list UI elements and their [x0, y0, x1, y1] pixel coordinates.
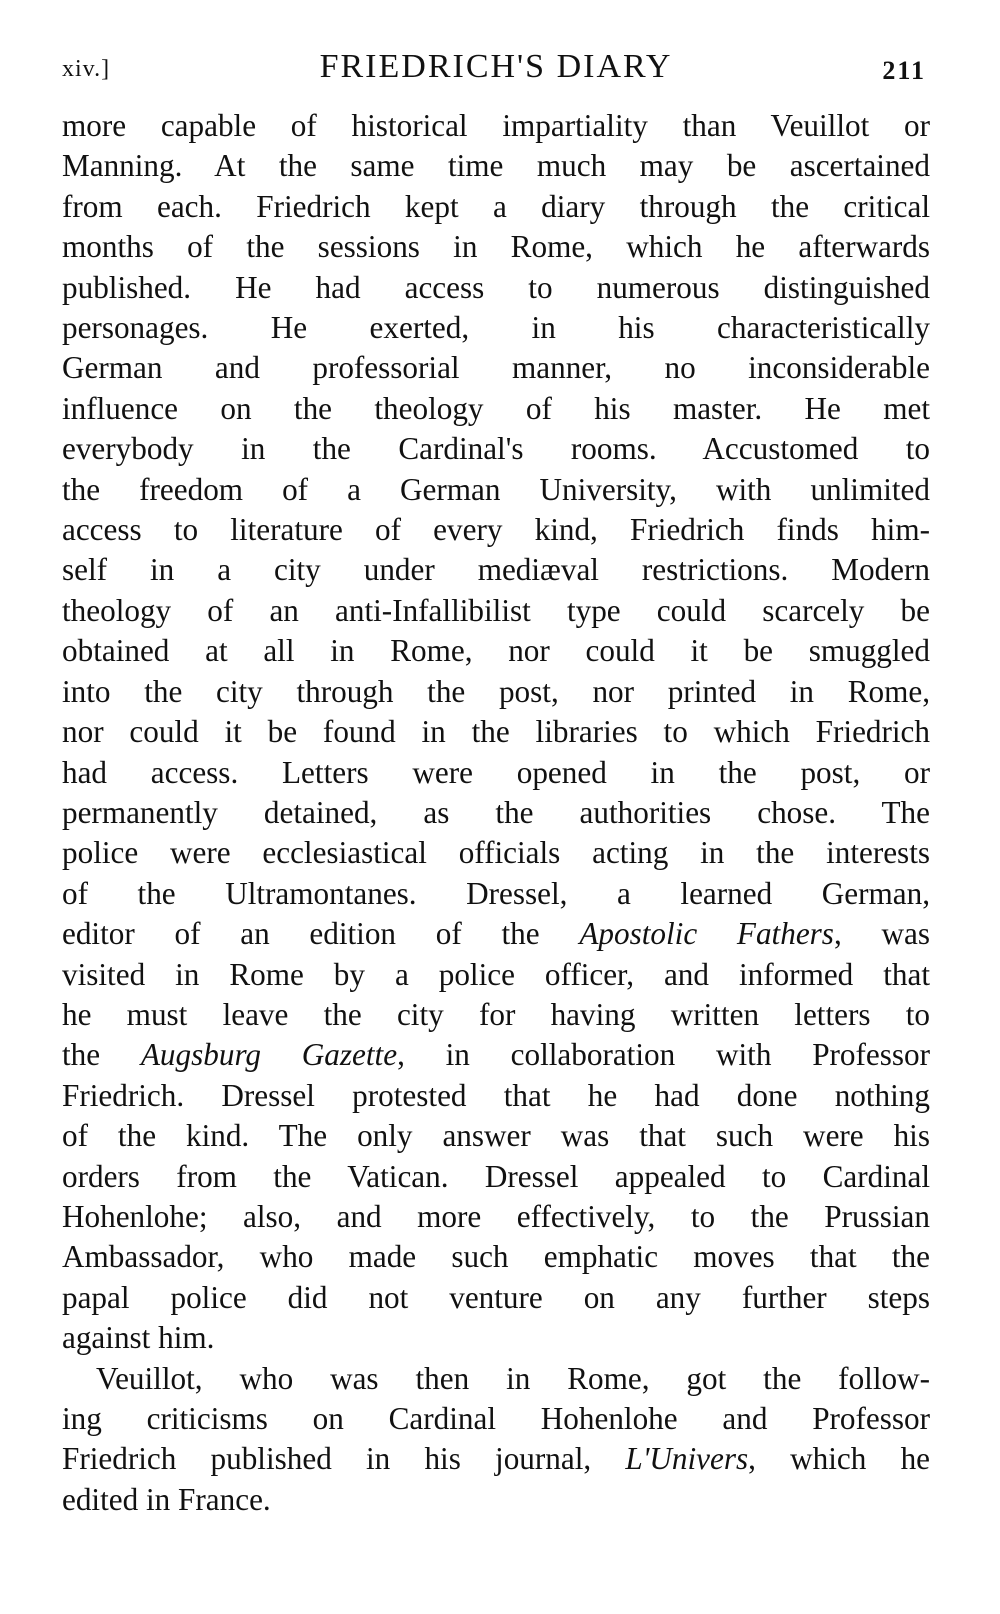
text-line: months of the sessions in Rome, which he afterwards	[62, 229, 930, 265]
text-line: more capable of historical impartiality than Veuillot or	[62, 108, 930, 143]
text-line: of the kind. The only answer was that such were his	[62, 1118, 930, 1154]
text-line: from each. Friedrich kept a diary through the critical	[62, 188, 930, 224]
text-line: Hohenlohe; also, and more effectively, to the Prussian	[62, 1198, 930, 1234]
text-line: nor could it be found in the libraries to which Friedrich	[62, 714, 930, 750]
text-segment: , was	[833, 916, 930, 952]
text-line: permanently detained, as the authorities chose. The	[62, 794, 930, 830]
text-segment: , which he	[748, 1441, 931, 1477]
text-line: the freedom of a German University, with unlimited	[62, 471, 930, 507]
text-line: personages. He exerted, in his characteristically	[62, 310, 930, 346]
text-line: he must leave the city for having written letters to	[62, 996, 930, 1032]
text-line: everybody in the Cardinal's rooms. Accustomed to	[62, 431, 930, 467]
paragraph-end-line: edited in France.	[62, 1481, 271, 1517]
text-line: Friedrich. Dressel protested that he had done nothing	[62, 1077, 930, 1113]
text-segment: Friedrich published in his journal,	[62, 1441, 626, 1477]
text-line-with-italic	[62, 1035, 930, 1075]
text-line: had access. Letters were opened in the post, or	[62, 754, 930, 790]
text-line: theology of an anti-Infallibilist type could scarcely be	[62, 592, 930, 628]
paragraph-start-line: Veuillot, who was then in Rome, got the follow-	[96, 1360, 930, 1396]
text-line-with-italic	[62, 1439, 930, 1479]
text-line: of the Ultramontanes. Dressel, a learned German,	[62, 875, 930, 911]
text-line: Manning. At the same time much may be ascertained	[62, 148, 930, 184]
text-line: orders from the Vatican. Dressel appealed to Cardinal	[62, 1158, 930, 1194]
text-segment: , in collaboration with Professor	[397, 1037, 930, 1073]
body-text	[62, 106, 930, 1520]
italic-title: L'Univers	[625, 1441, 749, 1477]
text-segment: the	[62, 1037, 141, 1073]
text-line: access to literature of every kind, Friedrich finds him-	[62, 512, 930, 548]
text-line: obtained at all in Rome, nor could it be smuggled	[62, 633, 930, 669]
text-line: papal police did not venture on any further steps	[62, 1279, 930, 1315]
text-segment: editor of an edition of the	[62, 916, 580, 952]
paragraph-end-line: against him.	[62, 1320, 215, 1356]
text-line: into the city through the post, nor printed in Rome,	[62, 673, 930, 709]
text-line: police were ecclesiastical officials acting in the interests	[62, 835, 930, 871]
italic-title: Apostolic Fathers	[579, 916, 834, 952]
text-line: influence on the theology of his master. He met	[62, 390, 930, 426]
chapter-number: xiv.]	[62, 56, 111, 82]
running-header	[62, 40, 930, 100]
text-line: self in a city under mediæval restrictions. Modern	[62, 552, 930, 588]
page-number: 211	[882, 56, 926, 85]
book-page	[62, 40, 930, 1520]
running-title: FRIEDRICH'S DIARY	[319, 48, 673, 85]
text-line: German and professorial manner, no inconsiderable	[62, 350, 930, 386]
italic-title: Augsburg Gazette	[140, 1037, 398, 1073]
text-line-with-italic	[62, 914, 930, 954]
text-line: Ambassador, who made such emphatic moves that the	[62, 1239, 930, 1275]
text-line: ing criticisms on Cardinal Hohenlohe and Professor	[62, 1401, 930, 1436]
text-line: visited in Rome by a police officer, and informed that	[62, 956, 930, 992]
text-line: published. He had access to numerous distinguished	[62, 269, 930, 305]
